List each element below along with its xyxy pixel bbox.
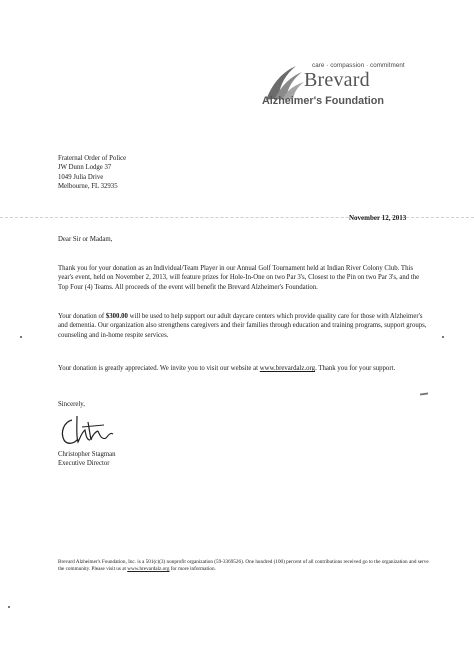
signer-name: Christopher Stagman	[58, 451, 116, 458]
recipient-line-3: 1049 Julia Drive	[58, 173, 104, 181]
scan-speck	[8, 606, 10, 608]
signer-title: Executive Director	[58, 460, 110, 468]
logo-org-name: Brevard	[304, 69, 370, 91]
footer-text-before: Brevard Alzheimer's Foundation, Inc. is a 501(c)(3) nonprofit organization (59-3369526). One hundred (100) percent of all contributions received go to the organization and serve the community. Please visit us at	[58, 559, 429, 572]
body-paragraph-2	[58, 312, 430, 340]
recipient-address	[58, 154, 126, 191]
closing: Sincerely,	[58, 401, 85, 408]
invite-text-after: . Thank you for your support.	[315, 365, 396, 372]
body-paragraph-1: Thank you for your donation as an Individual/Team Player in our Annual Golf Tournament held at Indian River Colony Club. This year's event, held on November 2, 2013, will feature prizes for Hole-In-One on two Par 3's, Closest to the Pin on two Par 3's, and the Top Four (4) Teams. All proceeds of the event will benefit the Brevard Alzheimer's Foundation.	[58, 265, 420, 291]
recipient-line-2: JW Dunn Lodge 37	[58, 164, 112, 172]
logo-tagline: care · compassion · commitment	[312, 62, 405, 69]
scan-speck	[20, 336, 22, 338]
salutation: Dear Sir or Madam,	[58, 236, 113, 243]
donation-text-after: will be used to help support our adult daycare centers which provide quality care for those with Alzheimer's and dementia. Our organization also strengthens caregivers and their families through education and training programs, support groups, counseling and in-home respite services.	[58, 313, 427, 339]
footer-text-after: for more information.	[169, 566, 216, 572]
logo-org-subname: Alzheimer's Foundation	[262, 95, 384, 107]
footer-website-link[interactable]: www.brevardalz.org	[127, 566, 170, 572]
foundation-logo	[262, 60, 432, 115]
website-link[interactable]: www.brevardalz.org	[259, 365, 316, 372]
footer-note	[58, 559, 430, 573]
donation-text-before: Your donation of	[58, 313, 106, 320]
recipient-line-1: Fraternal Order of Police	[58, 155, 127, 162]
invite-text-before: Your donation is greatly appreciated. We invite you to visit our website at	[58, 365, 260, 372]
scan-mark	[420, 392, 428, 395]
body-paragraph-3	[58, 364, 430, 373]
handwritten-signature	[58, 412, 116, 448]
letter-date: November 12, 2013	[349, 214, 407, 222]
signer-block	[58, 450, 116, 469]
donation-amount: $300.00	[105, 313, 128, 320]
scan-speck	[442, 336, 444, 338]
recipient-line-4: Melbourne, FL 32935	[58, 182, 118, 190]
